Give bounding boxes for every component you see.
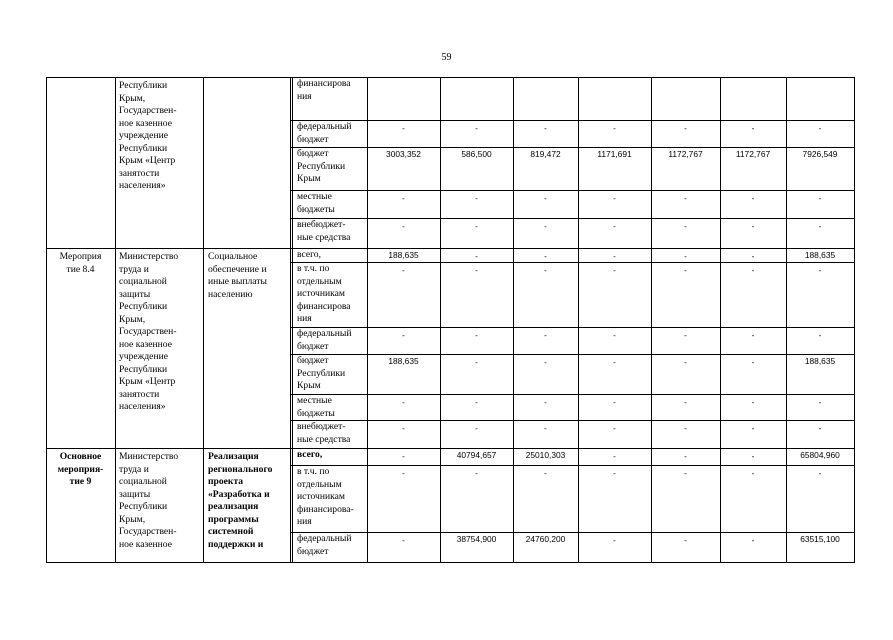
empty-value: - [684,424,687,433]
grid-line [290,120,855,121]
grid-line [290,532,855,533]
amount-value: 25010,303 [525,450,566,460]
empty-value: - [818,469,822,478]
empty-value: - [818,266,822,275]
empty-value: - [475,398,478,407]
empty-value: - [684,452,687,461]
empty-value: - [818,222,822,231]
empty-value: - [613,331,616,340]
grid-line [854,77,855,563]
empty-value: - [402,536,405,545]
empty-value: - [544,194,547,203]
empty-value: - [684,536,687,545]
empty-value: - [613,124,616,133]
empty-value: - [751,266,755,275]
empty-value: - [475,424,478,433]
empty-value: - [751,398,755,407]
amount-value: 188,635 [804,250,836,260]
empty-value: - [544,358,547,367]
empty-value: - [613,252,616,261]
empty-value: - [751,469,755,478]
empty-value: - [475,124,478,133]
empty-value: - [613,536,616,545]
empty-value: - [402,222,405,231]
empty-value: - [751,252,755,261]
page-number: 59 [441,52,452,63]
empty-value: - [613,358,616,367]
empty-value: - [818,194,822,203]
empty-value: - [818,424,822,433]
funding-source-label: финансирова ния [297,78,351,102]
empty-value: - [402,124,405,133]
empty-value: - [613,266,616,275]
amount-value: 1172,767 [668,149,703,159]
funding-source-label: всего, [297,249,321,260]
grid-line [290,394,855,395]
event-number: Основное мероприя- тие 9 [57,451,104,487]
funding-source-label: в т.ч. по отдельным источникам финансирова ния [297,263,351,324]
empty-value: - [475,469,478,478]
funding-source-label: бюджет Республики Крым [297,148,346,184]
empty-value: - [684,194,687,203]
empty-value: - [684,252,687,261]
empty-value: - [544,398,547,407]
amount-value: 40794,657 [456,450,497,460]
funding-source-label: всего, [297,449,323,460]
empty-value: - [544,331,547,340]
executor: Министерство труда и социальной защиты Республики Крым, Государствен- ное казенное учреждение Республики Крым «Центр занятости населения» [119,251,179,412]
grid-line [46,77,47,563]
grid-line [290,190,855,191]
executor: Министерство труда и социальной защиты Республики Крым, Государствен- ное казенное [119,451,179,550]
grid-line [290,218,855,219]
funding-source-label: местные бюджеты [297,395,335,419]
empty-value: - [475,194,478,203]
grid-line [290,465,855,466]
amount-value: 188,635 [804,356,836,366]
amount-value: 7926,549 [802,149,838,159]
empty-value: - [544,252,547,261]
amount-value: 1171,691 [597,149,632,159]
funding-source-label: внебюджет- ные средства [297,421,351,445]
amount-value: 24760,200 [525,534,566,544]
empty-value: - [402,331,405,340]
amount-value: 1172,767 [735,149,771,159]
funding-source-label: федеральный бюджет [297,328,352,352]
funding-source-label: федеральный бюджет [297,121,352,145]
empty-value: - [751,358,755,367]
empty-value: - [684,358,687,367]
empty-value: - [751,331,755,340]
empty-value: - [818,398,822,407]
empty-value: - [818,124,822,133]
empty-value: - [544,469,547,478]
empty-value: - [402,266,405,275]
empty-value: - [684,222,687,231]
empty-value: - [475,331,478,340]
grid-line [292,77,293,563]
empty-value: - [402,398,405,407]
event-name: Социальное обеспечение и иные выплаты населению [208,251,267,300]
amount-value: 188,635 [388,250,419,260]
event-name: Реализация регионального проекта «Разработка и реализация программы системной поддержки и [208,451,273,550]
amount-value: 63515,100 [800,534,840,544]
empty-value: - [613,424,616,433]
executor: Республики Крым, Государствен- ное казенное учреждение Республики Крым «Центр занятости населения» [119,80,177,191]
grid-line [46,448,293,449]
amount-value: 38754,900 [456,534,497,544]
grid-line [290,77,291,563]
empty-value: - [402,424,405,433]
amount-value: 188,635 [388,356,419,366]
empty-value: - [684,266,687,275]
empty-value: - [751,424,755,433]
amount-value: 819,472 [530,149,561,159]
empty-value: - [475,358,478,367]
empty-value: - [544,424,547,433]
amount-value: 586,500 [461,149,492,159]
empty-value: - [475,252,478,261]
funding-source-label: в т.ч. по отдельным источникам финансирова- ния [297,466,354,527]
amount-value: 3003,352 [386,149,421,159]
amount-value: 65804,960 [800,450,840,460]
funding-source-label: бюджет Республики Крым [297,355,346,391]
grid-line [290,248,855,249]
empty-value: - [613,469,616,478]
empty-value: - [613,194,616,203]
empty-value: - [684,331,687,340]
funding-source-label: местные бюджеты [297,191,335,215]
empty-value: - [751,222,755,231]
empty-value: - [751,124,755,133]
grid-line [290,147,855,148]
grid-line [290,327,855,328]
funding-source-label: федеральный бюджет [297,533,352,557]
grid-line [46,77,855,78]
grid-line [46,248,293,249]
empty-value: - [475,222,478,231]
empty-value: - [751,452,755,461]
empty-value: - [402,452,405,461]
grid-line [290,262,855,263]
empty-value: - [684,124,687,133]
empty-value: - [544,124,547,133]
grid-line [115,77,116,563]
grid-line [290,354,855,355]
empty-value: - [544,266,547,275]
empty-value: - [402,469,405,478]
empty-value: - [613,452,616,461]
empty-value: - [684,469,687,478]
grid-line [203,77,204,563]
empty-value: - [475,266,478,275]
empty-value: - [818,331,822,340]
empty-value: - [613,222,616,231]
grid-line [290,420,855,421]
grid-line [290,448,855,449]
empty-value: - [751,194,755,203]
empty-value: - [613,398,616,407]
empty-value: - [402,194,405,203]
event-number: Мероприя тие 8.4 [59,251,102,275]
empty-value: - [684,398,687,407]
empty-value: - [544,222,547,231]
funding-source-label: внебюджет- ные средства [297,219,351,243]
grid-line [46,562,855,563]
empty-value: - [751,536,755,545]
